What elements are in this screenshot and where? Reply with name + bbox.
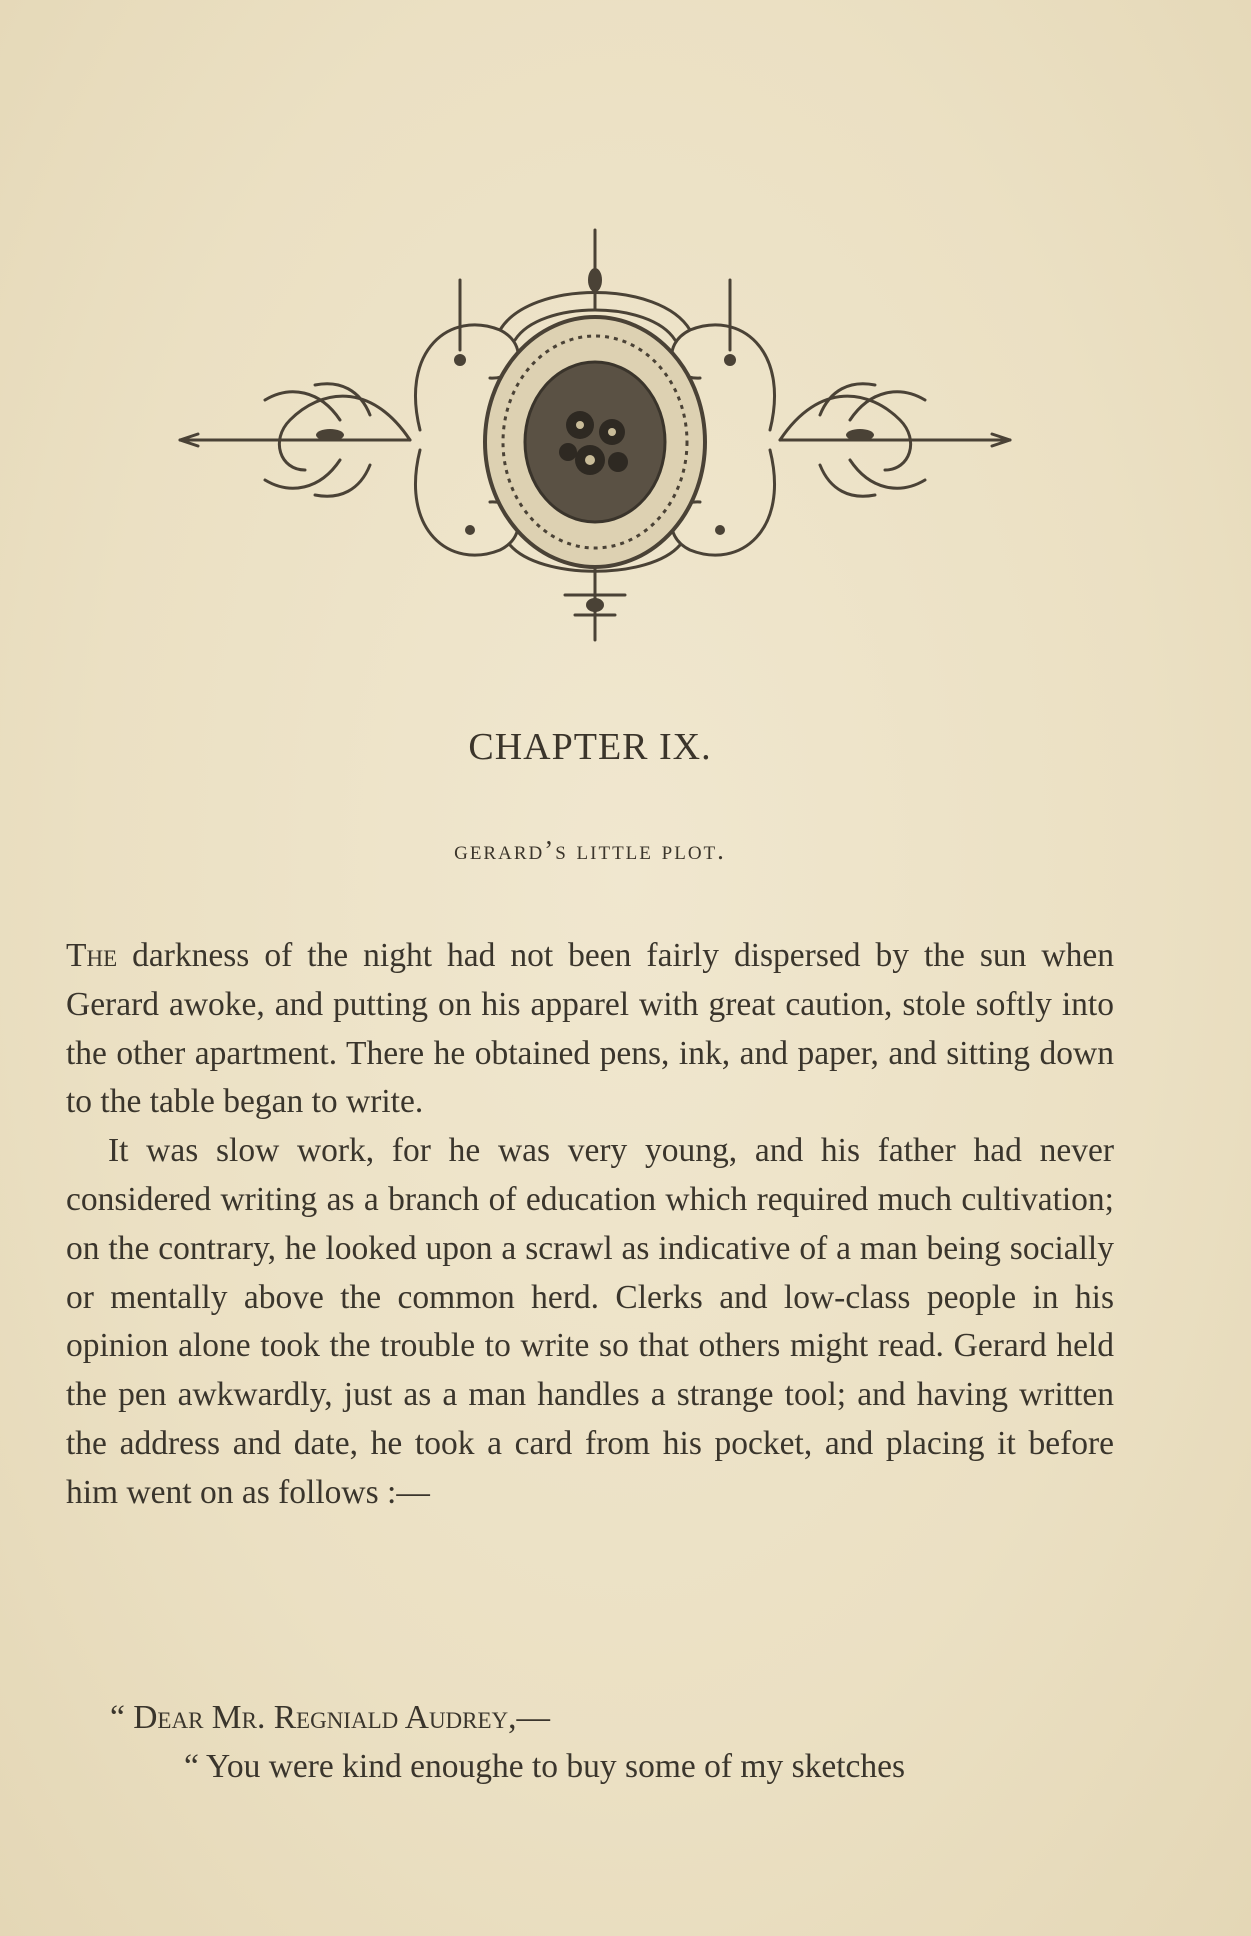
paragraph-lead-word: The [66, 937, 118, 974]
letter-first-line: “ You were kind enoughe to buy some of my sketches [184, 1747, 906, 1785]
chapter-title: CHAPTER IX. [468, 726, 712, 768]
paragraph-1 [66, 932, 1114, 1127]
body-text [66, 932, 1114, 1518]
floral-headpiece-ornament-icon [170, 220, 1020, 660]
letter-excerpt [66, 1694, 1114, 1792]
chapter-subtitle: gerard’s little plot. [454, 835, 726, 865]
paragraph-1-text: darkness of the night had not been fairly dispersed by the sun when Gerard awoke, and putting on his apparel with great caution, stole softly into the other apartment. There he obtained pens, ink, and paper, and sitting down to the table began to write. [66, 937, 1114, 1121]
paragraph-2: It was slow work, for he was very young, and his father had never considered writing as a branch of education which required much cultivation; on the contrary, he looked upon a scrawl as indicative of a man being socially or mentally above the common herd. Clerks and low-class people in his opinion alone took the trouble to write so that others might read. Gerard held the pen awkwardly, just as a man handles a strange tool; and having written the address and date, he took a card from his pocket, and placing it before him went on as follows :— [66, 1132, 1114, 1511]
letter-salutation: “ Dear Mr. Regniald Audrey,— [110, 1699, 551, 1736]
